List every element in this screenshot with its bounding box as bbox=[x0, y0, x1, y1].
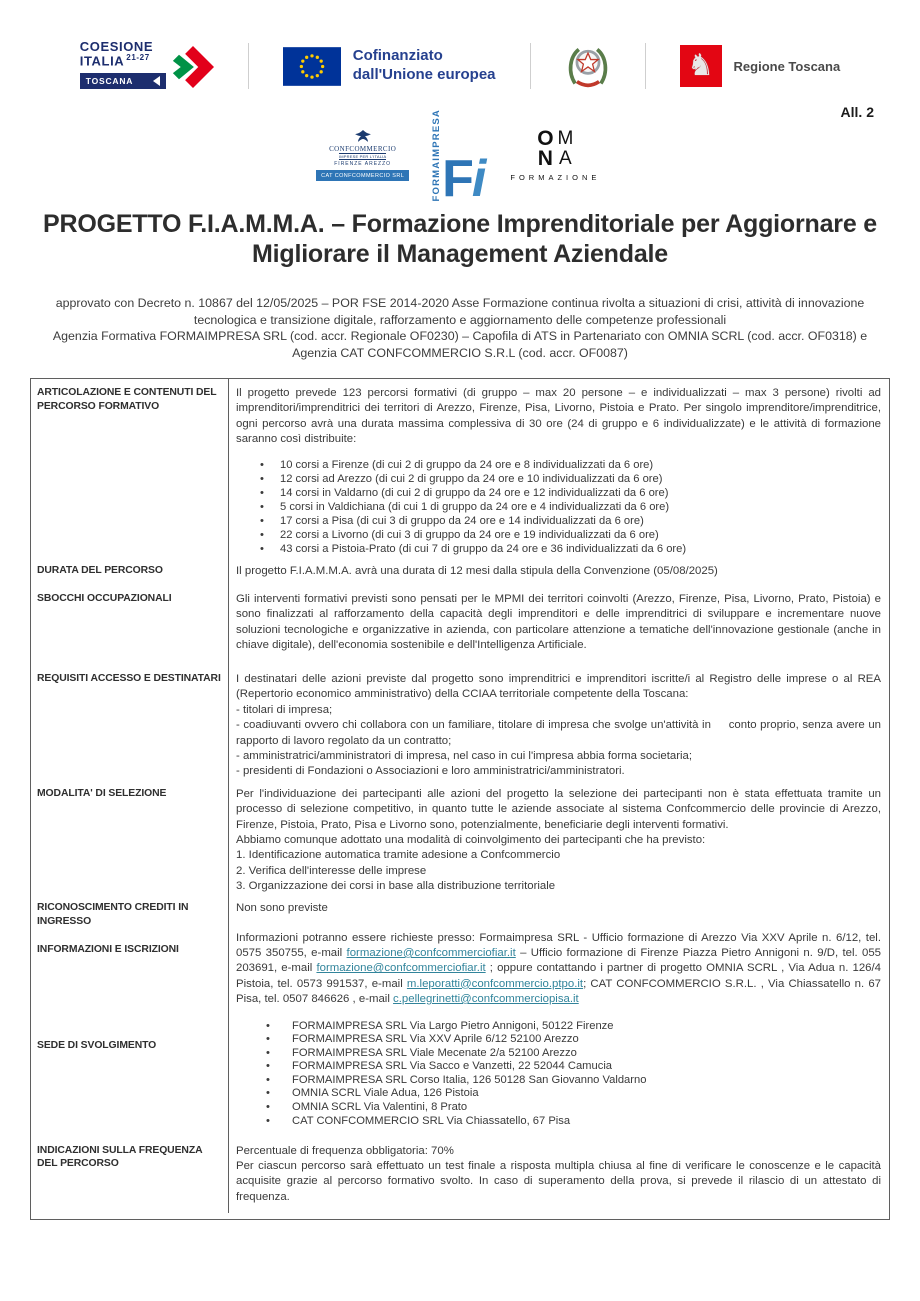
email-link-formazione-arezzo[interactable]: formazione@confcommerciofiar.it bbox=[346, 946, 516, 959]
list-item: • 10 corsi a Firenze (di cui 2 di gruppo da 24 ore e 8 individualizzati da 6 ore) bbox=[236, 458, 881, 472]
coesione-years: 21-27 bbox=[126, 53, 150, 63]
logo-separator bbox=[645, 43, 646, 89]
list-item: • FORMAIMPRESA SRL Via XXV Aprile 6/12 52100 Arezzo bbox=[236, 1033, 881, 1047]
modalita-line: 3. Organizzazione dei corsi in base alla distribuzione territoriale bbox=[236, 880, 556, 893]
italian-republic-emblem bbox=[565, 43, 611, 89]
eu-text-line1: Cofinanziato bbox=[352, 47, 443, 65]
subtitle-paragraph-2: Agenzia Formativa FORMAIMPRESA SRL (cod. accr. Regionale OF0230) – Capofila di ATS in Partenariato con OMNIA SCRL (cod. accr. OF0318) e Agenzia CAT CONFCOMMERCIO S.R.L (cod. accr. OF0087) bbox=[52, 329, 868, 360]
table-row-frequenza bbox=[31, 1137, 889, 1219]
republic-emblem-icon bbox=[565, 43, 611, 89]
requisiti-item: - coadiuvanti ovvero chi collabora con un familiare, titolare di impresa che svolge un'attività in conto proprio, senza avere un rapporto di lavoro regolato da un contratto; bbox=[236, 719, 885, 747]
info-text-segment: – Ufficio formazione di Firenze Piazza Pietro Annigoni n. 9/D, tel. 055 203691, e-mail bbox=[236, 946, 881, 975]
email-link-pellegrinetti[interactable]: c.pellegrinetti@confcommerciopisa.it bbox=[393, 993, 579, 1006]
row-content bbox=[229, 379, 889, 557]
omnia-monogram: O M N A bbox=[537, 126, 574, 170]
row-label: MODALITA' DI SELEZIONE bbox=[31, 780, 229, 895]
header-logo-band bbox=[0, 36, 920, 96]
sede-bullet-list bbox=[236, 1020, 881, 1129]
list-item: • 22 corsi a Livorno (di cui 3 di gruppo da 24 ore e 19 individualizzati da 6 ore) bbox=[236, 528, 881, 542]
info-text-segment: ; oppure contattando i partner di progetto OMNIA SCRL , Via Adua n. 126/4 Pistoia, tel. 0573 991537, e-mail bbox=[236, 962, 881, 990]
requisiti-item: - amministratrici/amministratori di impresa, nel caso in cui l'impresa abbia forma societaria; bbox=[236, 749, 693, 762]
table-row-durata bbox=[31, 557, 889, 585]
table-row-modalita bbox=[31, 780, 889, 895]
articolazione-bullet-list bbox=[236, 458, 881, 556]
cat-confcommercio-banner: CAT CONFCOMMERCIO SRL bbox=[316, 170, 409, 181]
eu-logo-text bbox=[353, 47, 496, 85]
table-row-sede bbox=[31, 1013, 889, 1137]
logo-separator bbox=[248, 43, 249, 89]
articolazione-intro: Il progetto prevede 123 percorsi formativi (di gruppo – max 20 persone – e individualizzati – max 3 persone) rivolti ad imprenditori/imprenditrici dei territori di Arezzo, Firenze, Pisa, Livorno, Pistoia e Prato. Per singolo imprenditore/imprenditrice, ogni percorso avrà una durata massima complessiva di 30 ore (24 di gruppo e 6 individualizzate) e le attività di formazione saranno così distribuite: bbox=[236, 387, 881, 446]
eu-cofinanziato-logo bbox=[283, 47, 496, 86]
coesione-arrow-icon bbox=[172, 42, 214, 92]
confcommercio-territory: FIRENZE AREZZO bbox=[334, 161, 392, 167]
logo-separator bbox=[530, 43, 531, 89]
list-item: • FORMAIMPRESA SRL Viale Mecenate 2/a 52100 Arezzo bbox=[236, 1047, 881, 1061]
requisiti-item: - titolari di impresa; bbox=[236, 703, 333, 716]
coesione-italia-logo bbox=[80, 40, 214, 92]
table-row-requisiti bbox=[31, 665, 889, 780]
row-content bbox=[229, 1013, 889, 1137]
row-content bbox=[229, 780, 889, 895]
regione-toscana-logo bbox=[680, 45, 841, 87]
confcommercio-tagline: IMPRESE PER L'ITALIA bbox=[338, 154, 387, 159]
subtitle bbox=[32, 295, 888, 361]
subtitle-paragraph-1: approvato con Decreto n. 10867 del 12/05/2025 – POR FSE 2014-2020 Asse Formazione continua rivolta a situazioni di crisi, attività di innovazione tecnologica e transizione digitale, rafforzamento e aggiornamento delle competenze professionali bbox=[55, 296, 865, 327]
list-item: • OMNIA SCRL Via Valentini, 8 Prato bbox=[236, 1101, 881, 1115]
eagle-icon bbox=[355, 129, 371, 143]
info-text-segment: Informazioni potranno essere richieste presso: Formaimpresa SRL - Ufficio formazione di Arezzo Via XXV Aprile n. 6/12, tel. 0575 350755, e-mail bbox=[236, 931, 881, 959]
regione-toscana-label: Regione Toscana bbox=[733, 58, 841, 74]
row-content: Gli interventi formativi previsti sono pensati per le MPMI dei territori coinvolti (Arezzo, Firenze, Pisa, Livorno, Prato, Pistoia) e sono finalizzati al rafforzamento della capacità degli imprenditori e delle imprenditrici di sviluppare e incrementare nuove soluzioni tecnologiche e organizzative in azienda, con particolare attenzione a tematiche dell'innovazione gestionale (anche in chiave digitale), dell'economia sostenibile e dell'Intelligenza Artificiale. bbox=[236, 593, 881, 652]
info-text-segment: ; CAT CONFCOMMERCIO S.R.L. , Via Chiassatello n. 67 Pisa, tel. 0507 846626 , e-mail bbox=[236, 977, 881, 1006]
list-item: • FORMAIMPRESA SRL Corso Italia, 126 50128 San Giovanno Valdarno bbox=[236, 1074, 881, 1088]
row-label: ARTICOLAZIONE E CONTENUTI DEL PERCORSO FORMATIVO bbox=[31, 379, 229, 557]
modalita-line: 1. Identificazione automatica tramite adesione a Confcommercio bbox=[236, 849, 561, 862]
table-row-articolazione bbox=[31, 379, 889, 557]
requisiti-intro: I destinatari delle azioni previste dal progetto sono imprenditrici e imprenditori iscritte/i al Registro delle imprese o al REA (Repertorio economico amministrativo) della CCIAA territoriale competente della Toscana: bbox=[236, 673, 881, 701]
coesione-line2: ITALIA $^{21-27}$ bbox=[79, 53, 150, 69]
formaimpresa-monogram: Fi bbox=[442, 150, 485, 209]
formaimpresa-logo bbox=[430, 108, 485, 209]
omnia-formazione-logo bbox=[510, 126, 601, 182]
email-link-leporatti[interactable]: m.leporatti@confcommercio.ptpo.it bbox=[406, 977, 584, 990]
table-row-informazioni bbox=[31, 929, 889, 1013]
eu-flag-icon bbox=[283, 47, 341, 86]
page-title: PROGETTO F.I.A.M.M.A. – Formazione Imprenditoriale per Aggiornare e Migliorare il Management Aziendale bbox=[43, 210, 877, 268]
modalita-intro: Per l'individuazione dei partecipanti alle azioni del progetto la selezione dei partecipanti non è stata effettuata tramite un processo di selezione competitivo, in quanto tutte le aziende associate al sistema Confcommercio delle provincie di Arezzo, Firenze, Pistoia, Prato, Pisa e Livorno sono, potenzialmente, beneficiarie degli interventi formativi. bbox=[236, 787, 881, 831]
table-row-sbocchi bbox=[31, 585, 889, 665]
project-info-table bbox=[30, 378, 890, 1220]
email-link-formazione-firenze[interactable]: formazione@confcommerciofiar.it bbox=[316, 962, 486, 975]
row-content bbox=[229, 1137, 889, 1213]
frequenza-detail: Per ciascun percorso sarà effettuato un test finale a risposta multipla chiusa al fine di verificare le conoscenze e le capacità acquisite grazie al percorso formativo svolto. In caso di superamento della prova, si prevede il rilascio di un attestato di frequenza. bbox=[236, 1159, 881, 1203]
row-label: REQUISITI ACCESSO E DESTINATARI bbox=[31, 665, 229, 780]
coesione-toscana-band: TOSCANA bbox=[80, 73, 166, 89]
pegasus-icon: ♞ bbox=[680, 45, 722, 87]
row-content: Non sono previste bbox=[236, 902, 328, 915]
row-label: DURATA DEL PERCORSO bbox=[31, 557, 229, 585]
modalita-line: Abbiamo comunque adottato una modalità di coinvolgimento dei partecipanti che ha previsto: bbox=[236, 833, 706, 846]
list-item: • CAT CONFCOMMERCIO SRL Via Chiassatello, 67 Pisa bbox=[236, 1115, 881, 1129]
confcommercio-name: CONFCOMMERCIO bbox=[329, 145, 397, 153]
list-item: • FORMAIMPRESA SRL Via Largo Pietro Annigoni, 50122 Firenze bbox=[236, 1020, 881, 1034]
modalita-line: 2. Verifica dell'interesse delle imprese bbox=[236, 864, 427, 877]
row-label: RICONOSCIMENTO CREDITI IN INGRESSO bbox=[31, 894, 229, 928]
list-item: • FORMAIMPRESA SRL Via Sacco e Vanzetti, 22 52044 Camucia bbox=[236, 1060, 881, 1074]
list-item: • 43 corsi a Pistoia-Prato (di cui 7 di gruppo da 24 ore e 36 individualizzati da 6 ore) bbox=[236, 542, 881, 556]
list-item: • OMNIA SCRL Viale Adua, 126 Pistoia bbox=[236, 1087, 881, 1101]
attachment-label: All. 2 bbox=[840, 104, 874, 120]
list-item: • 5 corsi in Valdichiana (di cui 1 di gruppo da 24 ore e 4 individualizzati da 6 ore) bbox=[236, 500, 881, 514]
list-item: • 14 corsi in Valdarno (di cui 2 di gruppo da 24 ore e 12 individualizzati da 6 ore) bbox=[236, 486, 881, 500]
row-label: SBOCCHI OCCUPAZIONALI bbox=[31, 585, 229, 665]
requisiti-item: - presidenti di Fondazioni o Associazioni e loro amministratrici/amministratori. bbox=[236, 765, 625, 778]
row-label: INDICAZIONI SULLA FREQUENZA DEL PERCORSO bbox=[31, 1137, 229, 1213]
coesione-line1: COESIONE bbox=[79, 39, 154, 54]
row-content: Il progetto F.I.A.M.M.A. avrà una durata di 12 mesi dalla stipula della Convenzione (05/08/2025) bbox=[236, 565, 718, 577]
chevron-left-icon bbox=[153, 76, 160, 86]
row-content bbox=[229, 929, 889, 1013]
row-label: SEDE DI SVOLGIMENTO bbox=[31, 1013, 229, 1137]
frequenza-percentage: Percentuale di frequenza obbligatoria: 70% bbox=[236, 1144, 454, 1157]
table-row-crediti bbox=[31, 894, 889, 928]
row-content bbox=[229, 665, 889, 780]
coesione-logo-text bbox=[80, 40, 166, 89]
omnia-caption: FORMAZIONE bbox=[510, 172, 601, 182]
formaimpresa-vertical-text: FORMAIMPRESA bbox=[430, 108, 442, 202]
list-item: • 12 corsi ad Arezzo (di cui 2 di gruppo da 24 ore e 10 individualizzati da 6 ore) bbox=[236, 472, 881, 486]
row-label: INFORMAZIONI E ISCRIZIONI bbox=[31, 929, 229, 1013]
list-item: • 17 corsi a Pisa (di cui 3 di gruppo da 24 ore e 14 individualizzati da 6 ore) bbox=[236, 514, 881, 528]
confcommercio-logo bbox=[320, 129, 406, 181]
eu-text-line2: dall'Unione europea bbox=[352, 66, 496, 83]
